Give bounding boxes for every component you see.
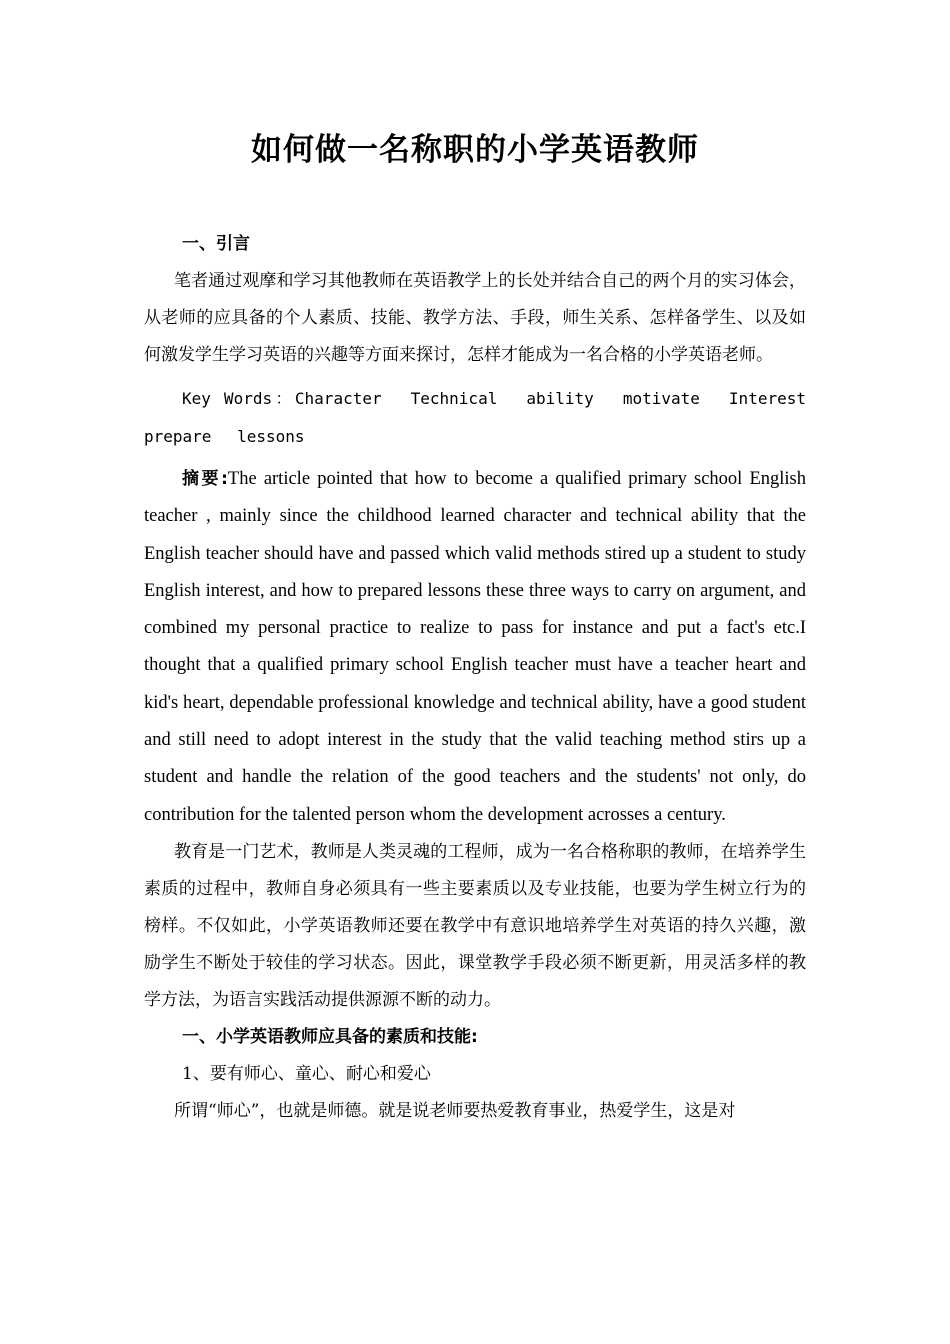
document-body xyxy=(144,230,806,1130)
keywords-line xyxy=(144,380,806,456)
document-title: 如何做一名称职的小学英语教师 xyxy=(251,132,699,168)
intro-paragraph: 笔者通过观摩和学习其他教师在英语教学上的长处并结合自己的两个月的实习体会，从老师的应具备的个人素质、技能、教学方法、手段，师生关系、怎样备学生、以及如何激发学生学习英语的兴趣等方面来探讨，怎样才能成为一名合格的小学英语老师。 xyxy=(144,271,806,365)
section1-heading: 一、小学英语教师应具备的素质和技能: xyxy=(182,1026,478,1047)
last-paragraph: 所谓“师心”，也就是师德。就是说老师要热爱教育事业，热爱学生，这是对 xyxy=(174,1100,736,1121)
abstract-colon: : xyxy=(221,469,228,489)
keywords-label: Key Words： xyxy=(182,389,295,408)
keywords-text: Character Technical ability motivate Interest prepare lessons xyxy=(144,389,806,446)
education-paragraph: 教育是一门艺术，教师是人类灵魂的工程师，成为一名合格称职的教师，在培养学生素质的过程中，教师自身必须具有一些主要素质以及专业技能，也要为学生树立行为的榜样。不仅如此，小学英语教师还要在教学中有意识地培养学生对英语的持久兴趣，激励学生不断处于较佳的学习状态。因此，课堂教学手段必须不断更新，用灵活多样的教学方法，为语言实践活动提供源源不断的动力。 xyxy=(144,841,806,1010)
intro-heading: 一、引言 xyxy=(182,234,250,254)
abstract-label: 摘要 xyxy=(182,469,222,489)
abstract-paragraph xyxy=(144,461,806,834)
subsection1-heading: 1、要有师心、童心、耐心和爱心 xyxy=(182,1063,431,1084)
abstract-text: The article pointed that how to become a qualified primary school English teacher , mainly since the childhood learned character and technical ability that the English teacher should have and passed which valid methods stired up a student to study English interest, and how to prepared lessons these three ways to carry on argument, and combined my personal practice to realize to pass for instance and put a fact's etc.I thought that a qualified primary school English teacher must have a teacher heart and kid's heart, dependable professional knowledge and technical ability, have a good student and still need to adopt interest in the study that the valid teaching method stirs up a student and handle the relation of the good teachers and the students' not only, do contribution for the talented person whom the development acrosses a century. xyxy=(144,469,806,825)
